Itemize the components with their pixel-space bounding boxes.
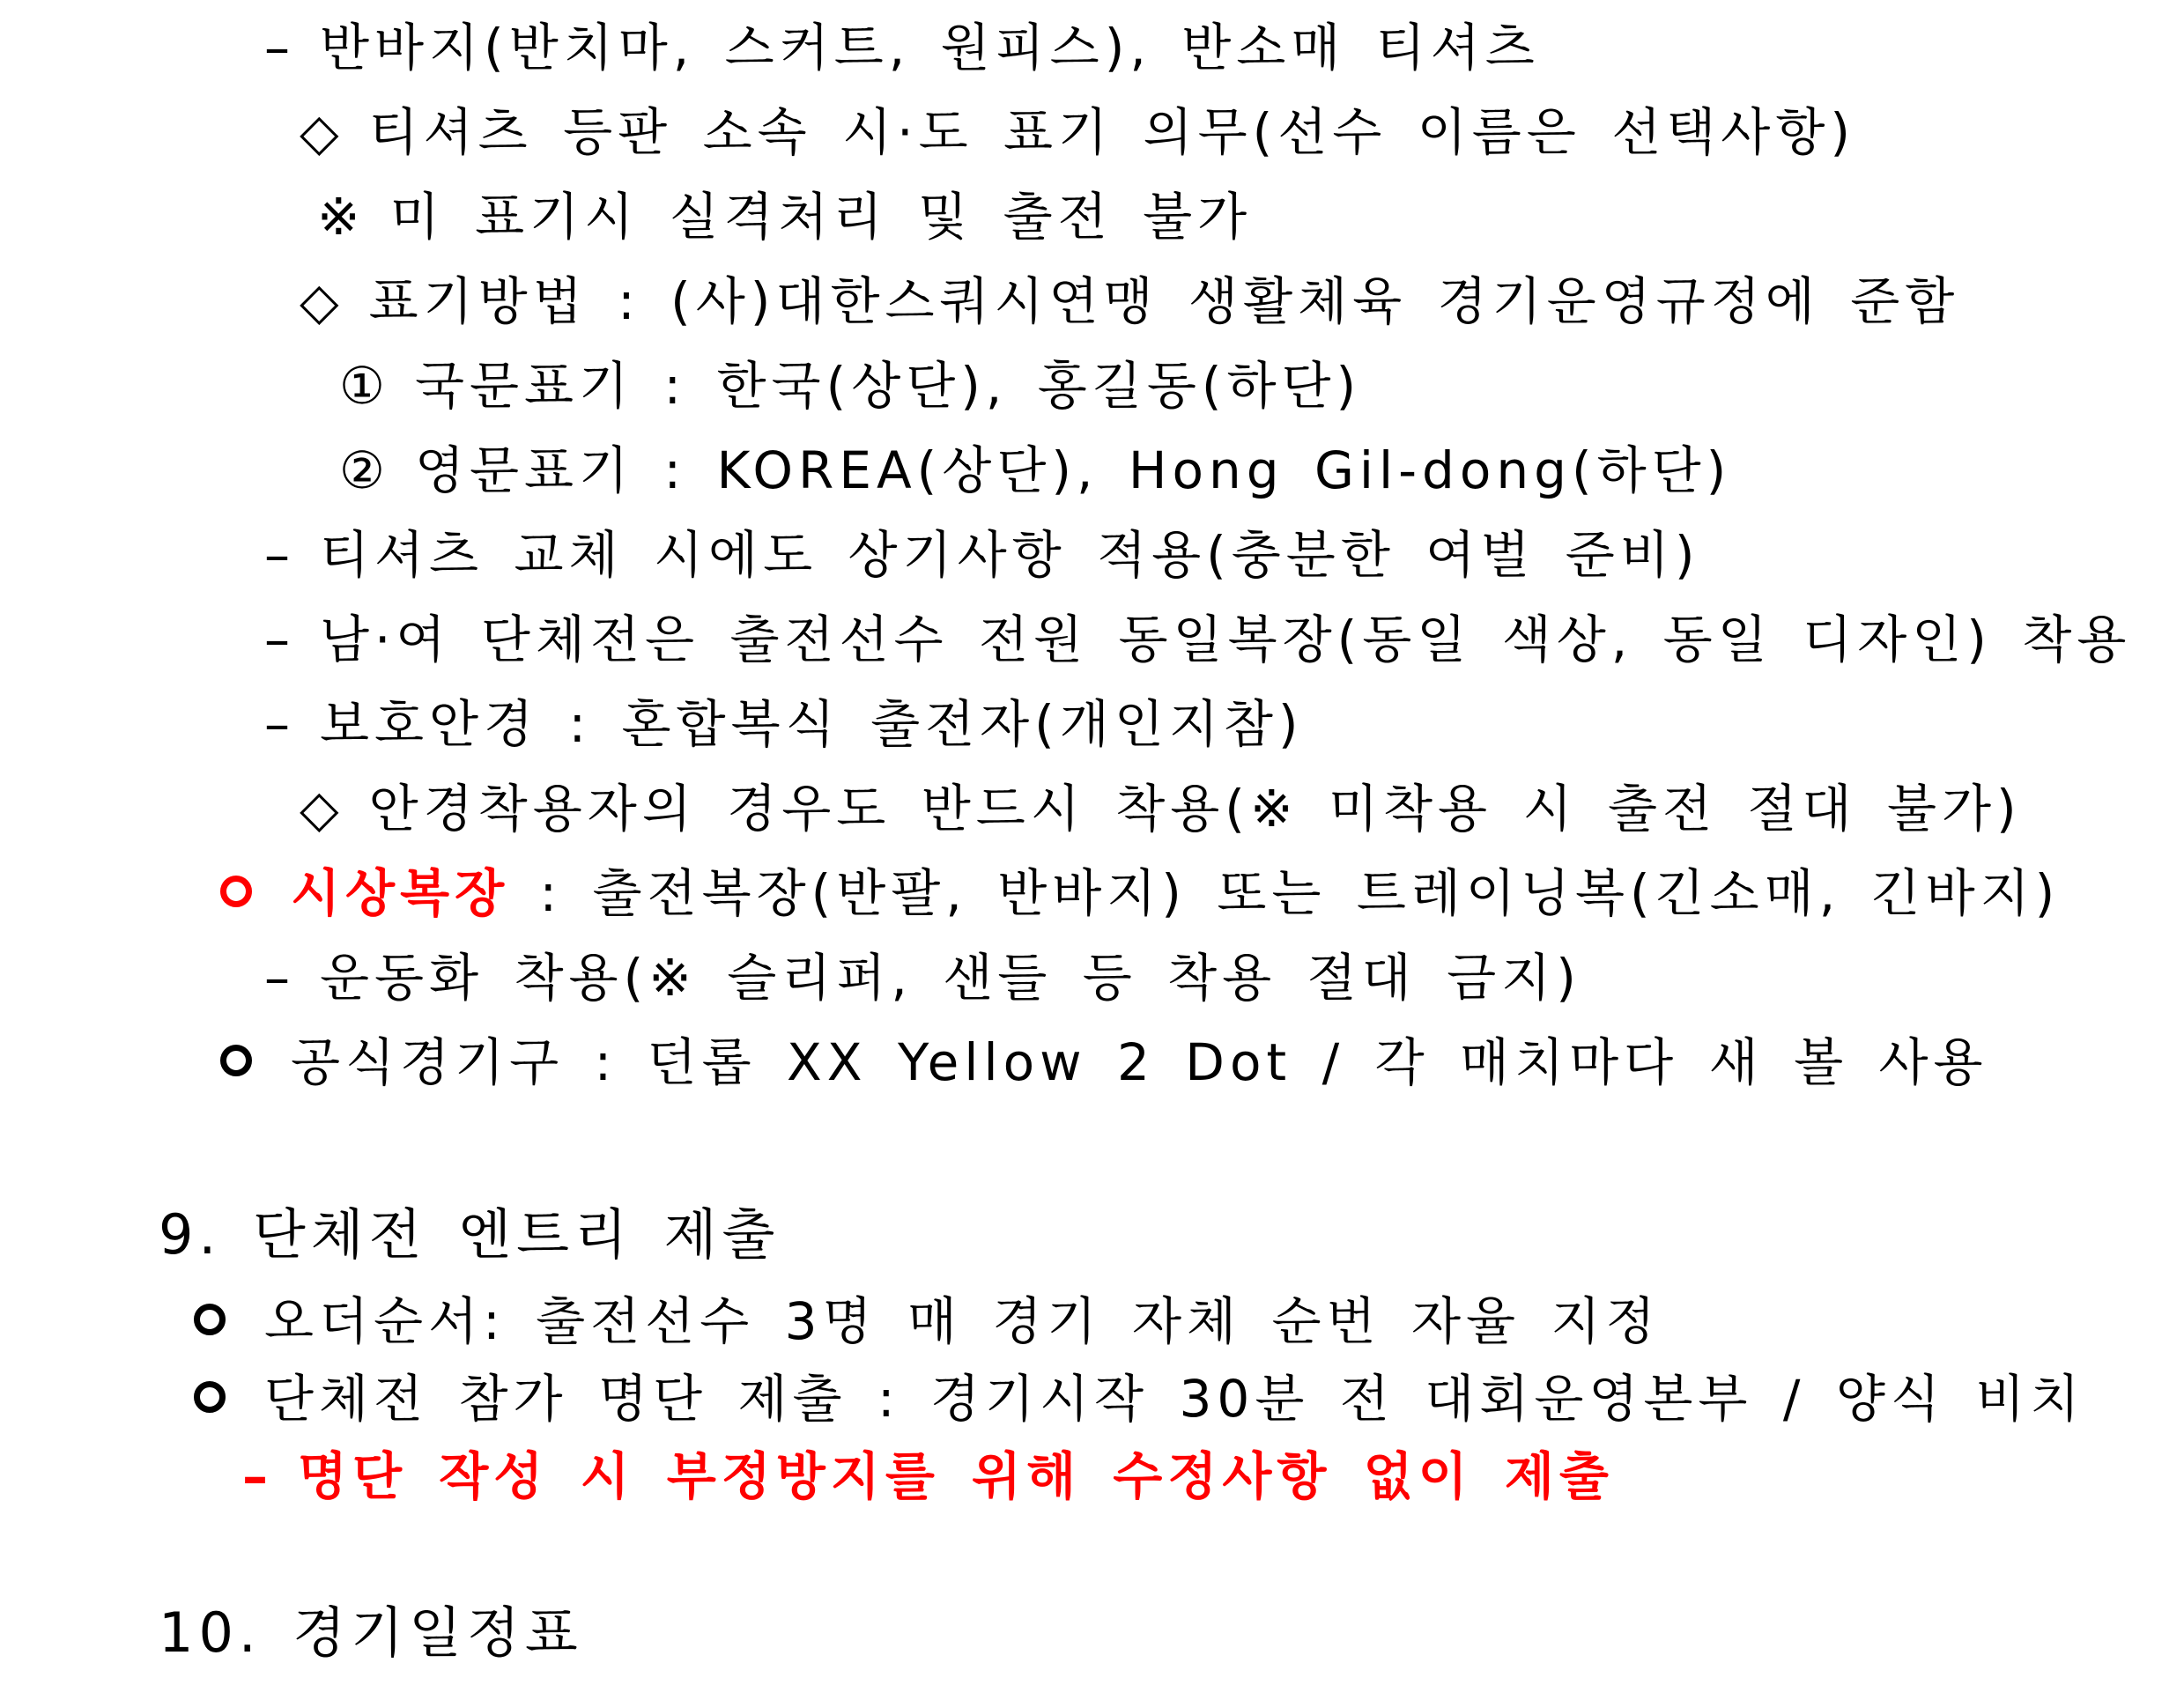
- line-text: 명단 작성 시 부정방지를 위해 수정사항 없이 제출: [298, 1446, 1614, 1506]
- circled-number-1: ①: [339, 356, 390, 416]
- official-ball: [220, 1027, 1988, 1097]
- dress-line-sneakers: [264, 942, 1581, 1013]
- line-text: 영문표기 : KOREA(상단), Hong Gil-dong(하단): [415, 440, 1732, 500]
- line-text: 국문표기 : 한국(상단), 홍길동(하단): [415, 356, 1362, 416]
- reference-mark: ※: [317, 187, 366, 247]
- line-text: 티셔츠 교체 시에도 상기사항 적용(충분한 여벌 준비): [320, 525, 1700, 585]
- line-text: 미 표기시 실격처리 및 출전 불가: [389, 187, 1253, 247]
- dash-marker: –: [242, 1446, 273, 1506]
- circled-number-2: ②: [339, 440, 390, 500]
- dash-marker: –: [264, 948, 295, 1008]
- line-text: 단체전 참가 명단 제출 : 경기시작 30분 전 대회운영본부 / 양식 비치: [264, 1369, 2085, 1429]
- section-9-title: 9. 단체전 엔트리 제출: [159, 1202, 781, 1267]
- line-text: 티셔츠 등판 소속 시·도 표기 의무(선수 이름은 선택사항): [368, 102, 1855, 162]
- line-text: 보호안경 : 혼합복식 출전자(개인지참): [320, 694, 1304, 754]
- line-text: : 출전복장(반팔, 반바지) 또는 트레이닝복(긴소매, 긴바지): [509, 863, 2061, 923]
- circle-bullet-icon: [220, 876, 252, 907]
- dress-line-disqualification-note: [317, 181, 1252, 252]
- circle-bullet-icon: [220, 1045, 252, 1076]
- circle-bullet-icon: [194, 1304, 226, 1335]
- dress-line-english-marking: [339, 435, 1731, 506]
- section-9-item-roster: [194, 1364, 2084, 1434]
- dash-marker: –: [264, 18, 295, 78]
- section-9-item-order: [194, 1286, 1661, 1356]
- line-text: 운동화 착용(※ 슬리퍼, 샌들 등 착용 절대 금지): [320, 948, 1581, 1008]
- line-text: 안경착용자의 경우도 반드시 착용(※ 미착용 시 출전 절대 불가): [368, 779, 2022, 839]
- line-text: 오더순서: 출전선수 3명 매 경기 자체 순번 자율 지정: [264, 1291, 1661, 1351]
- dress-line-shorts: [264, 12, 1540, 83]
- diamond-marker: ◇: [300, 779, 344, 839]
- line-text: 표기방법 : (사)대한스쿼시연맹 생활체육 경기운영규정에 준함: [368, 271, 1960, 331]
- dress-line-marking-method: [300, 266, 1959, 336]
- dress-line-glasses-wearers: [300, 773, 2022, 844]
- award-dress-label: 시상복장: [291, 863, 510, 923]
- diamond-marker: ◇: [300, 102, 344, 162]
- line-text: 공식경기구 : 던롭 XX Yellow 2 Dot / 각 매치마다 새 볼 사용: [291, 1032, 1988, 1092]
- dress-line-tshirt-marking: [300, 97, 1855, 167]
- dash-marker: –: [264, 694, 295, 754]
- dress-line-korean-marking: [339, 351, 1361, 421]
- dress-line-protective-goggles: [264, 689, 1304, 759]
- line-text: 반바지(반치마, 스커트, 원피스), 반소매 티셔츠: [320, 18, 1540, 78]
- section-10-title: 10. 경기일정표: [159, 1600, 583, 1665]
- section-9-roster-warning: [242, 1441, 1614, 1511]
- diamond-marker: ◇: [300, 271, 344, 331]
- line-text: 남·여 단체전은 출전선수 전원 동일복장(동일 색상, 동일 디자인) 착용: [320, 610, 2132, 669]
- dash-marker: –: [264, 525, 295, 585]
- circle-bullet-icon: [194, 1381, 226, 1413]
- dress-line-tshirt-change: [264, 520, 1699, 590]
- award-ceremony-dress: [220, 858, 2060, 928]
- dash-marker: –: [264, 610, 295, 669]
- dress-line-team-uniform: [264, 604, 2131, 675]
